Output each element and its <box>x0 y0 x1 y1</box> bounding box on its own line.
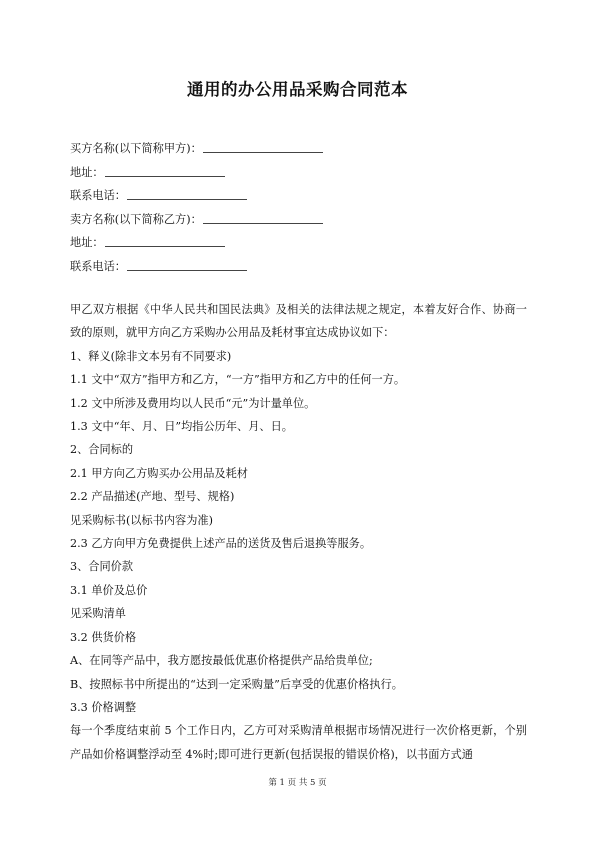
buyer-name-field <box>70 137 530 161</box>
paragraph: A、在同等产品中，我方愿按最低优惠价格提供产品给贵单位; <box>70 654 373 668</box>
field-label: 卖方名称(以下简称乙方)： <box>70 212 202 226</box>
seller-phone-field <box>70 255 530 279</box>
paragraph: 见采购标书(以标书内容为准) <box>70 513 213 527</box>
fill-blank <box>203 140 323 153</box>
document-title: 通用的办公用品采购合同范本 <box>187 80 408 99</box>
party-info-section <box>70 137 530 278</box>
paragraph: 3.2 供货价格 <box>70 630 137 644</box>
seller-address-field <box>70 231 530 255</box>
paragraph: 1.3 文中“年、月、日”均指公历年、月、日。 <box>70 420 293 434</box>
fill-blank <box>105 234 225 247</box>
fill-blank <box>127 258 247 271</box>
field-label: 地址： <box>70 236 104 249</box>
seller-name-field <box>70 208 530 232</box>
paragraph: 见采购清单 <box>70 607 126 621</box>
paragraph-preamble: 甲乙双方根据《中华人民共和国民法典》及相关的法律法规之规定，本着友好合作、协商一致的原则，就甲方向乙方采购办公用品及耗材事宜达成协议如下： <box>70 303 527 340</box>
paragraph: 2.1 甲方向乙方购买办公用品及耗材 <box>70 466 248 480</box>
contract-body <box>70 298 527 766</box>
paragraph: B、按照标书中所提出的“达到一定采购量”后享受的优惠价格执行。 <box>70 677 403 691</box>
paragraph: 2.2 产品描述(产地、型号、规格) <box>70 490 235 504</box>
paragraph: 1.2 文中所涉及费用均以人民币“元”为计量单位。 <box>70 396 316 410</box>
section-heading: 2、合同标的 <box>70 443 134 457</box>
field-label: 联系电话： <box>70 259 126 273</box>
page-footer: 第 1 页 共 5 页 <box>268 778 327 788</box>
fill-blank <box>105 164 225 177</box>
paragraph: 3.1 单价及总价 <box>70 583 148 597</box>
paragraph: 每一个季度结束前 5 个工作日内，乙方可对采购清单根据市场情况进行一次价格更新，个别产品如价格调整浮动至 4%时;即可进行更新(包括误报的错误价格)，以书面方式通 <box>70 724 527 761</box>
field-label: 买方名称(以下简称甲方)： <box>70 142 202 155</box>
fill-blank <box>203 211 323 224</box>
paragraph: 2.3 乙方向甲方免费提供上述产品的送货及售后退换等服务。 <box>70 537 372 551</box>
buyer-address-field <box>70 161 530 185</box>
paragraph: 3.3 价格调整 <box>70 700 137 714</box>
fill-blank <box>127 187 247 200</box>
section-heading: 1、释义(除非文本另有不同要求) <box>70 349 232 363</box>
paragraph: 1.1 文中“双方”指甲方和乙方，“一方”指甲方和乙方中的任何一方。 <box>70 373 406 387</box>
field-label: 联系电话： <box>70 189 126 202</box>
buyer-phone-field <box>70 184 530 208</box>
section-heading: 3、合同价款 <box>70 560 134 574</box>
field-label: 地址： <box>70 165 104 179</box>
